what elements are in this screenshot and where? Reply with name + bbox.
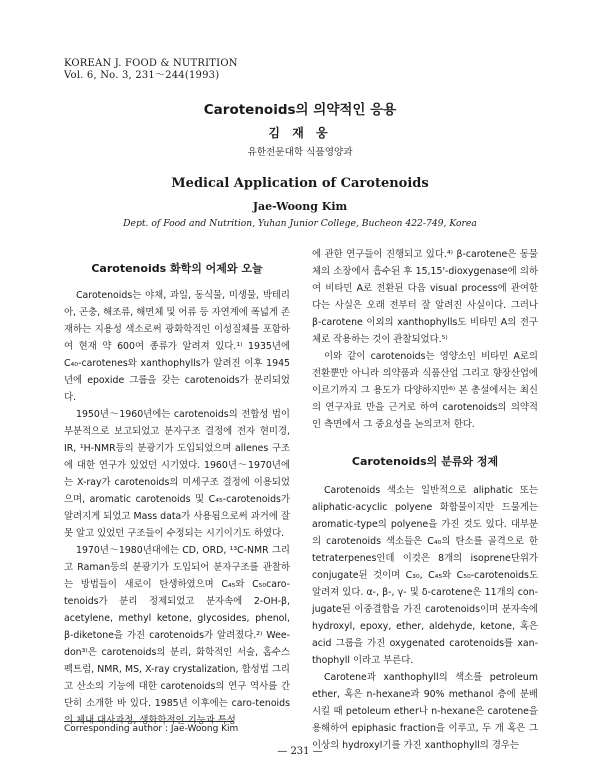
author-korean: 김 재 웅 [268, 126, 332, 140]
paragraph: Carotene과 xanthophyll의 색소를 petroleum ether, 혹은 n-hexane과 90% methanol 층에 분배시킬 때 petoleum ether나 n-hexane은 carotene을 용해하여 epiphasic fraction을 이루고, 두 개 혹은 그 이상의 hydroxyl기를 가진 xanthophyll의 경우는 [312, 672, 538, 751]
section-heading-history: Carotenoids 화학의 어제와 오늘 [91, 262, 263, 275]
left-column [64, 260, 290, 729]
paragraph: 에 관한 연구들이 진행되고 있다.⁴⁾ β-carotene은 동물체의 소장에서 흡수된 후 15,15'-dioxygenase에 의하여 비타민 A로 전환된 다음 visual process에 관여한다는 사실은 오래 전부터 잘 알려진 사실이다. 그러나 β-carotene 이외의 xanthophylls도 비타민 A의 전구체로 작용하는 것이 관찰되었다.⁵⁾ [312, 249, 538, 345]
paragraph: 1970년～1980년대에는 CD, ORD, ¹³C-NMR 그리고 Raman등의 분광기가 도입되어 분자구조를 관찰하는 방법들이 새로이 탄생하였으며 C₄₅와 C₅₀caro-tenoids가 분리 정제되었고 분자속에 2-OH-β, acetylene, methyl ketone, glycosides, phenol, β-diketone을 가진 carotenoids가 알려졌다.²⁾ Wee-don³⁾은 carotenoids의 분리, 화학적인 서술, 홉수스펙트럼, NMR, MS, X-ray crystalization, 합성법 그리고 산소의 기능에 대한 carotenoids의 연구 역사를 간단히 소개한 바 있다. 1985년 이후에는 caro-tenoids의 체내 대사과정, 생화학적인 기능과 특성 [64, 545, 290, 726]
paragraph: 1950년～1960년에는 carotenoids의 전합성 법이 부분적으로 보고되었고 분자구조 결정에 전자 현미경, IR, ¹H-NMR등의 분광기가 도입되었으며 allenes 구조에 대한 연구가 있었던 시기였다. 1960년～1970년에는 X-ray가 carotenoids의 미세구조 결정에 이용되었으며, aromatic carotenoids 및 C₄₅-carotenoids가 알려지게 되었고 Mass data가 사용됨으로써 과거에 잘못 알고 있었던 구조들이 수정되는 시기이기도 하였다. [64, 409, 290, 539]
right-column [312, 246, 538, 754]
title-english: Medical Application of Carotenoids [171, 176, 429, 191]
paragraph: Carotenoids는 야채, 과일, 동식물, 미생물, 박테리아, 곤충, 해조류, 해면체 및 어류 등 자연계에 폭넓게 존재하는 지용성 색소로써 광화학적인 이성질체를 포함하여 현재 약 600여 종류가 알려져 있다.¹⁾ 1935년에 C₄₀-carotenes와 xanthophylls가 알려진 이후 1945년에 epoxide 그룹을 갖는 carotenoids가 분리되었다. [64, 290, 290, 403]
journal-citation [64, 58, 238, 82]
title-korean: Carotenoids의 의약적인 응용 [203, 102, 397, 118]
journal-name: KOREAN J. FOOD & NUTRITION [64, 58, 238, 69]
author-english: Jae-Woong Kim [252, 200, 348, 213]
footnote-divider [64, 721, 234, 722]
paragraph: Carotenoids 색소는 일반적으로 aliphatic 또는 aliphatic-acyclic polyene 화합물이지만 드물게는 aromatic-type의 polyene을 가진 것도 있다. 대부분의 carotenoids 색소들은 C₄₀의 탄소를 골격으로 한 tetraterpenes인데 이것은 8개의 isoprene단위가 conjugate된 것이며 C₃₀, C₄₅와 C₅₀-carotenoids도 알려져 있다. α-, β-, γ- 및 δ-carotene은 11개의 con-jugate된 이중결합을 가진 carotenoids이며 분자속에 hydroxyl, epoxy, ether, aldehyde, ketone, 혹은 acid 그룹을 가진 oxygenated carotenoids를 xan-thophyll 이라고 부른다. [312, 485, 538, 666]
page-number: — 231 — [277, 746, 323, 757]
section-heading-classification: Carotenoids의 분류와 정제 [351, 455, 499, 468]
corresponding-author-note: Corresponding author : Jae-Woong Kim [64, 724, 239, 734]
paragraph: 이와 같이 carotenoids는 영양소인 비타민 A로의 전환뿐만 아니라 의약품과 식품산업 그리고 향장산업에 이르기까지 그 용도가 다양하지만⁶⁾ 본 총설에서는 최신의 연구자료 만을 근거로 하여 carotenoids의 의약적인 측면에서 그 중요성을 논의코저 한다. [312, 351, 538, 430]
affiliation-english: Dept. of Food and Nutrition, Yuhan Junior College, Bucheon 422-749, Korea [123, 218, 477, 229]
journal-issue: Vol. 6, No. 3, 231～244(1993) [64, 70, 220, 81]
affiliation-korean: 유한전문대학 식품영양과 [247, 147, 353, 158]
